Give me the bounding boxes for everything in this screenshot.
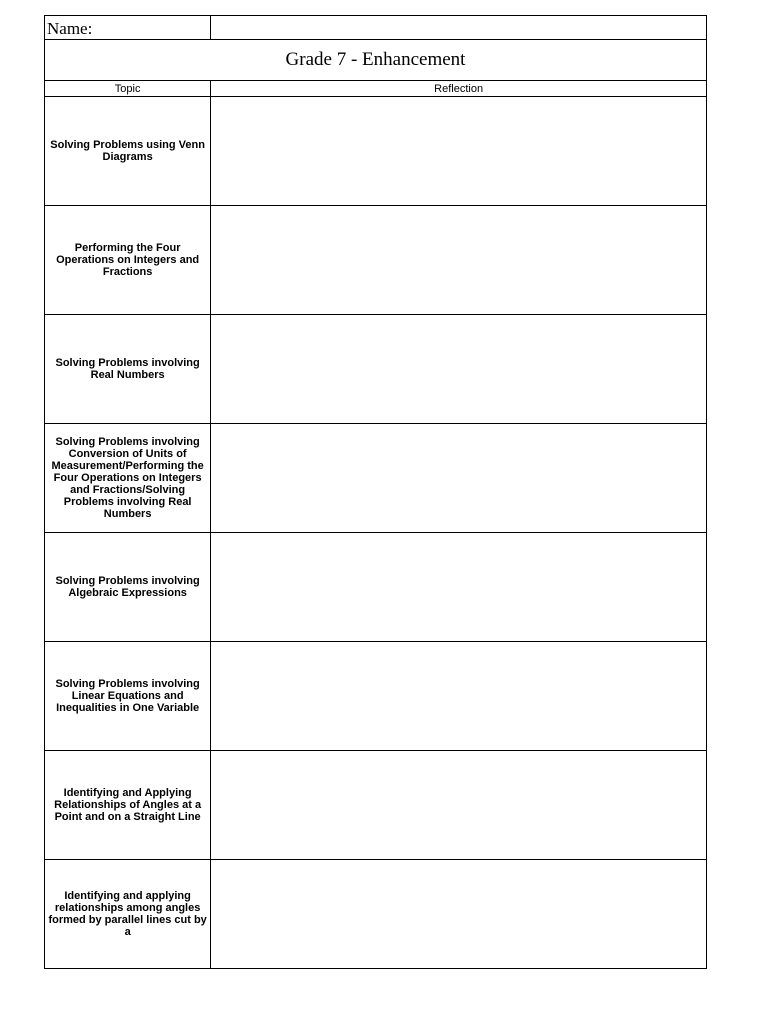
name-label: Name: (45, 16, 211, 40)
topic-cell: Performing the Four Operations on Integers and Fractions (45, 206, 211, 315)
table-row (45, 315, 707, 424)
title-row (45, 40, 707, 81)
table-row (45, 533, 707, 642)
table-row (45, 424, 707, 533)
reflection-field[interactable] (211, 97, 707, 206)
reflection-field[interactable] (211, 533, 707, 642)
table-row (45, 751, 707, 860)
header-row (45, 81, 707, 97)
topic-cell: Identifying and Applying Relationships of Angles at a Point and on a Straight Line (45, 751, 211, 860)
topic-cell: Solving Problems using Venn Diagrams (45, 97, 211, 206)
reflection-field[interactable] (211, 206, 707, 315)
form-title: Grade 7 - Enhancement (45, 40, 707, 81)
table-row (45, 860, 707, 969)
topic-cell: Identifying and applying relationships among angles formed by parallel lines cut by a (45, 860, 211, 969)
name-field[interactable] (211, 16, 707, 40)
reflection-field[interactable] (211, 642, 707, 751)
table-row (45, 206, 707, 315)
topic-cell: Solving Problems involving Real Numbers (45, 315, 211, 424)
topic-cell: Solving Problems involving Algebraic Expressions (45, 533, 211, 642)
reflection-field[interactable] (211, 315, 707, 424)
table-row (45, 642, 707, 751)
topic-cell: Solving Problems involving Conversion of Units of Measurement/Performing the Four Operations on Integers and Fractions/Solving Problems involving Real Numbers (45, 424, 211, 533)
topic-cell: Solving Problems involving Linear Equations and Inequalities in One Variable (45, 642, 211, 751)
reflection-header: Reflection (211, 81, 707, 97)
enhancement-form-table (44, 15, 707, 969)
topic-header: Topic (45, 81, 211, 97)
table-row (45, 97, 707, 206)
reflection-field[interactable] (211, 751, 707, 860)
reflection-field[interactable] (211, 860, 707, 969)
name-row (45, 16, 707, 40)
reflection-field[interactable] (211, 424, 707, 533)
